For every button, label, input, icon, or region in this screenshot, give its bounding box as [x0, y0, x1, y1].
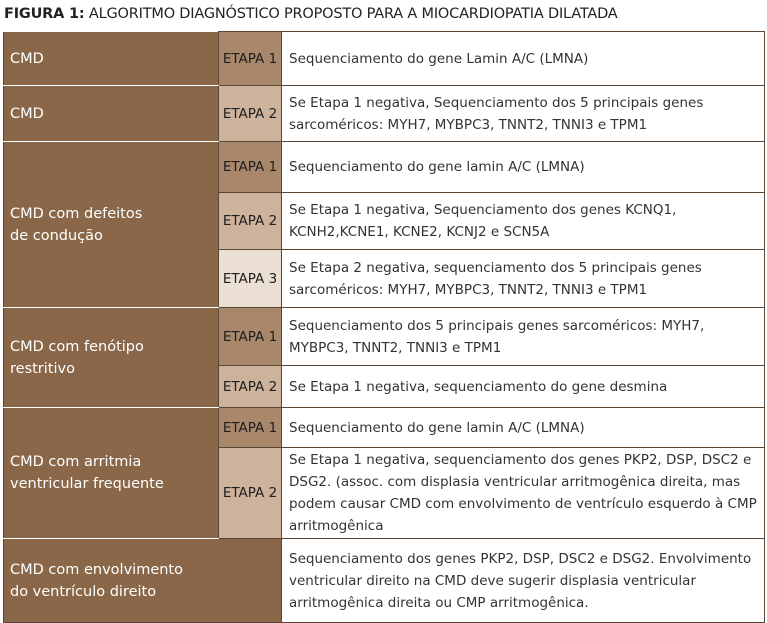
algorithm-table [3, 31, 765, 623]
table-row [4, 86, 765, 142]
figure-title-text: ALGORITMO DIAGNÓSTICO PROPOSTO PARA A MIOCARDIOPATIA DILATADA [88, 6, 618, 22]
step-cell: ETAPA 2 [219, 448, 282, 539]
description-cell: Sequenciamento do gene lamin A/C (LMNA) [282, 408, 765, 448]
table-row [4, 32, 765, 86]
description-cell: Se Etapa 1 negativa, Sequenciamento dos 5 principais genes sarcoméricos: MYH7, MYBPC3, TNNT2, TNNI3 e TPM1 [282, 86, 765, 142]
step-cell: ETAPA 2 [219, 366, 282, 408]
description-cell: Se Etapa 1 negativa, Sequenciamento dos genes KCNQ1, KCNH2,KCNE1, KCNE2, KCNJ2 e SCN5A [282, 193, 765, 250]
table-row [4, 539, 765, 623]
figure-title [4, 6, 618, 22]
condition-cell: CMD [4, 32, 219, 86]
step-cell: ETAPA 1 [219, 32, 282, 86]
step-cell: ETAPA 1 [219, 408, 282, 448]
condition-line: CMD com arritmia [10, 454, 142, 470]
condition-cell [4, 408, 219, 539]
step-cell: ETAPA 2 [219, 193, 282, 250]
description-cell: Se Etapa 1 negativa, sequenciamento dos genes PKP2, DSP, DSC2 e DSG2. (assoc. com displasia ventricular arritmogênica direita, mas podem causar CMD com envolvimento de ventrículo esquerdo à CMP arritmogênica [282, 448, 765, 539]
description-cell: Sequenciamento do gene lamin A/C (LMNA) [282, 142, 765, 193]
table-row [4, 408, 765, 448]
description-cell: Sequenciamento dos genes PKP2, DSP, DSC2 e DSG2. Envolvimento ventricular direito na CMD deve sugerir displasia ventricular arritmogênica direita ou CMP arritmogênica. [282, 539, 765, 623]
description-cell: Se Etapa 2 negativa, sequenciamento dos 5 principais genes sarcoméricos: MYH7, MYBPC3, TNNT2, TNNI3 e TPM1 [282, 250, 765, 308]
condition-cell [4, 539, 282, 623]
description-cell: Se Etapa 1 negativa, sequenciamento do gene desmina [282, 366, 765, 408]
description-cell: Sequenciamento dos 5 principais genes sarcoméricos: MYH7, MYBPC3, TNNT2, TNNI3 e TPM1 [282, 308, 765, 366]
condition-line: CMD com defeitos [10, 205, 143, 222]
figure-label: FIGURA 1: [4, 6, 85, 22]
condition-line: do ventrículo direito [10, 583, 157, 600]
step-cell: ETAPA 2 [219, 86, 282, 142]
table-row [4, 142, 765, 193]
table-row [4, 308, 765, 366]
condition-line: ventricular frequente [10, 476, 164, 492]
condition-line: CMD com envolvimento [10, 561, 183, 578]
condition-cell: CMD com fenótipo restritivo [4, 308, 219, 408]
step-cell: ETAPA 1 [219, 142, 282, 193]
condition-line: de condução [10, 227, 103, 244]
step-cell: ETAPA 1 [219, 308, 282, 366]
description-cell: Sequenciamento do gene Lamin A/C (LMNA) [282, 32, 765, 86]
step-cell: ETAPA 3 [219, 250, 282, 308]
condition-cell [4, 142, 219, 308]
condition-cell: CMD [4, 86, 219, 142]
